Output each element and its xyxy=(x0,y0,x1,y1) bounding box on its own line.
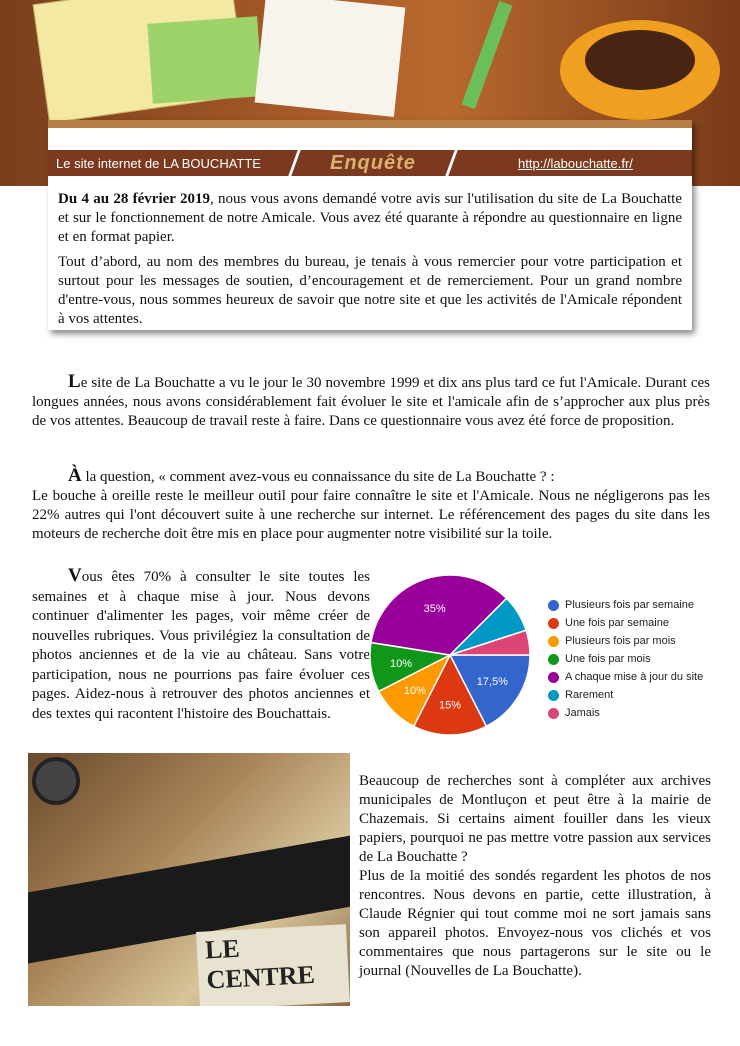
legend-label: Rarement xyxy=(565,689,614,701)
coffee-graphic xyxy=(585,30,695,90)
paragraph-history xyxy=(32,372,710,431)
legend-swatch xyxy=(548,672,559,683)
legend-item xyxy=(548,686,703,704)
pie-label: 35% xyxy=(423,602,446,615)
intro-date: Du 4 au 28 février 2019 xyxy=(58,191,210,207)
intro-box xyxy=(48,120,692,330)
legend-item xyxy=(548,596,703,614)
drop-cap: V xyxy=(68,565,82,586)
legend-item xyxy=(548,632,703,650)
paragraph-text: e site de La Bouchatte a vu le jour le 30 novembre 1999 et dix ans plus tard ce fut l'Amicale. Durant ces longues années, nous avons considérablement fait évoluer le site et l'amicale afin de s’approcher aux plus près de vos attentes. Beaucoup de travail reste à faire. Dans ce questionnaire vous avez été force de proposition. xyxy=(32,375,710,429)
sticky-note-graphic xyxy=(147,16,262,103)
paragraph-text: Le bouche à oreille reste le meilleur outil pour faire connaître le site et l'Amicale. Nous ne négligerons pas les 22% autres qui l'ont découvert suite à une recherche sur internet. Le référencement des pages du site dans les moteurs de recherche doit être mis en place pour augmenter notre visibilité sur la toile. xyxy=(32,488,710,542)
banner-site-title: Le site internet de LA BOUCHATTE xyxy=(56,156,261,171)
legend-label: Plusieurs fois par mois xyxy=(565,635,676,647)
intro-text xyxy=(58,190,682,329)
paragraph-consultation xyxy=(32,566,370,724)
legend-swatch xyxy=(548,654,559,665)
paragraph-text: Beaucoup de recherches sont à compléter aux archives municipales de Montluçon et peut être à la mairie de Chazemais. Si certains aiment fouiller dans les vieux papiers, pourquoi ne pas mettre votre passion aux services de La Bouchatte ? xyxy=(359,773,711,865)
legend-item xyxy=(548,614,703,632)
paper-graphic xyxy=(255,0,406,117)
legend-swatch xyxy=(548,690,559,701)
legend-swatch xyxy=(548,636,559,647)
site-link[interactable]: http://labouchatte.fr/ xyxy=(518,156,633,171)
question-text: la question, « comment avez-vous eu connaissance du site de La Bouchatte ? : xyxy=(81,469,555,485)
drop-cap: À xyxy=(68,465,82,486)
drop-cap: L xyxy=(68,371,81,392)
legend-swatch xyxy=(548,600,559,611)
legend-label: A chaque mise à jour du site xyxy=(565,671,704,683)
intro-p1: , nous vous avons demandé votre avis sur l'utilisation du site de La Bouchatte et sur le fonctionnement de notre Amicale. Vous avez été quarante à répondre au questionnaire en ligne et en format papier. xyxy=(58,191,682,245)
legend-item xyxy=(548,650,703,668)
film-reel-graphic xyxy=(32,757,80,805)
banner-bar xyxy=(48,150,692,176)
pie-label: 10% xyxy=(403,685,426,698)
paragraph-question xyxy=(32,466,710,544)
banner-badge xyxy=(288,150,457,176)
legend-swatch xyxy=(548,618,559,629)
pie-label: 15% xyxy=(438,699,462,712)
pen-graphic xyxy=(462,1,513,109)
paragraph-archives xyxy=(359,772,711,981)
intro-p2: Tout d’abord, au nom des membres du bureau, je tenais à vous remercier pour votre participation et surtout pour les messages de soutien, d’encouragement et de remerciement. Pour un grand nombre d'entre-vous, nous sommes heureux de savoir que notre site et que les activités de l'Amicale répondent à vos attentes. xyxy=(58,254,682,327)
banner-enquete: Enquête xyxy=(330,152,416,174)
paragraph-text: ous êtes 70% à consulter le site toutes les semaines et à chaque mise à jour. Nous devons continuer d'alimenter les pages, voir même créer de nouvelles rubriques. Vous privilégiez la consultation de photos anciennes et de la vie au château. Sans votre participation, nous ne pourrions pas faire évoluer ces pages. Aidez-nous à retrouver des photos anciennes et des textes qui racontent l'histoire des Bouchattais. xyxy=(32,569,370,722)
newspaper-graphic: LE CENTRE xyxy=(196,924,350,1006)
pie-label: 17,5% xyxy=(476,675,508,688)
pie-label: 10% xyxy=(389,657,413,670)
legend-label: Jamais xyxy=(565,707,600,719)
paragraph-text: Plus de la moitié des sondés regardent les photos de nos rencontres. Nous devons en partie, cette illustration, à Claude Régnier qui tout comme moi ne sort jamais sans son appareil photos. Envoyez-nous vos clichés et vos commentaires que nous partagerons sur le site ou le journal (Nouvelles de La Bouchatte). xyxy=(359,868,711,979)
legend-label: Plusieurs fois par semaine xyxy=(565,599,695,611)
legend-item xyxy=(548,704,703,722)
legend-label: Une fois par mois xyxy=(565,653,651,665)
legend-item xyxy=(548,668,703,686)
legend-label: Une fois par semaine xyxy=(565,617,669,629)
chart-legend xyxy=(548,596,703,722)
legend-swatch xyxy=(548,708,559,719)
pie-chart xyxy=(360,565,550,750)
photo-collage xyxy=(28,753,350,1006)
